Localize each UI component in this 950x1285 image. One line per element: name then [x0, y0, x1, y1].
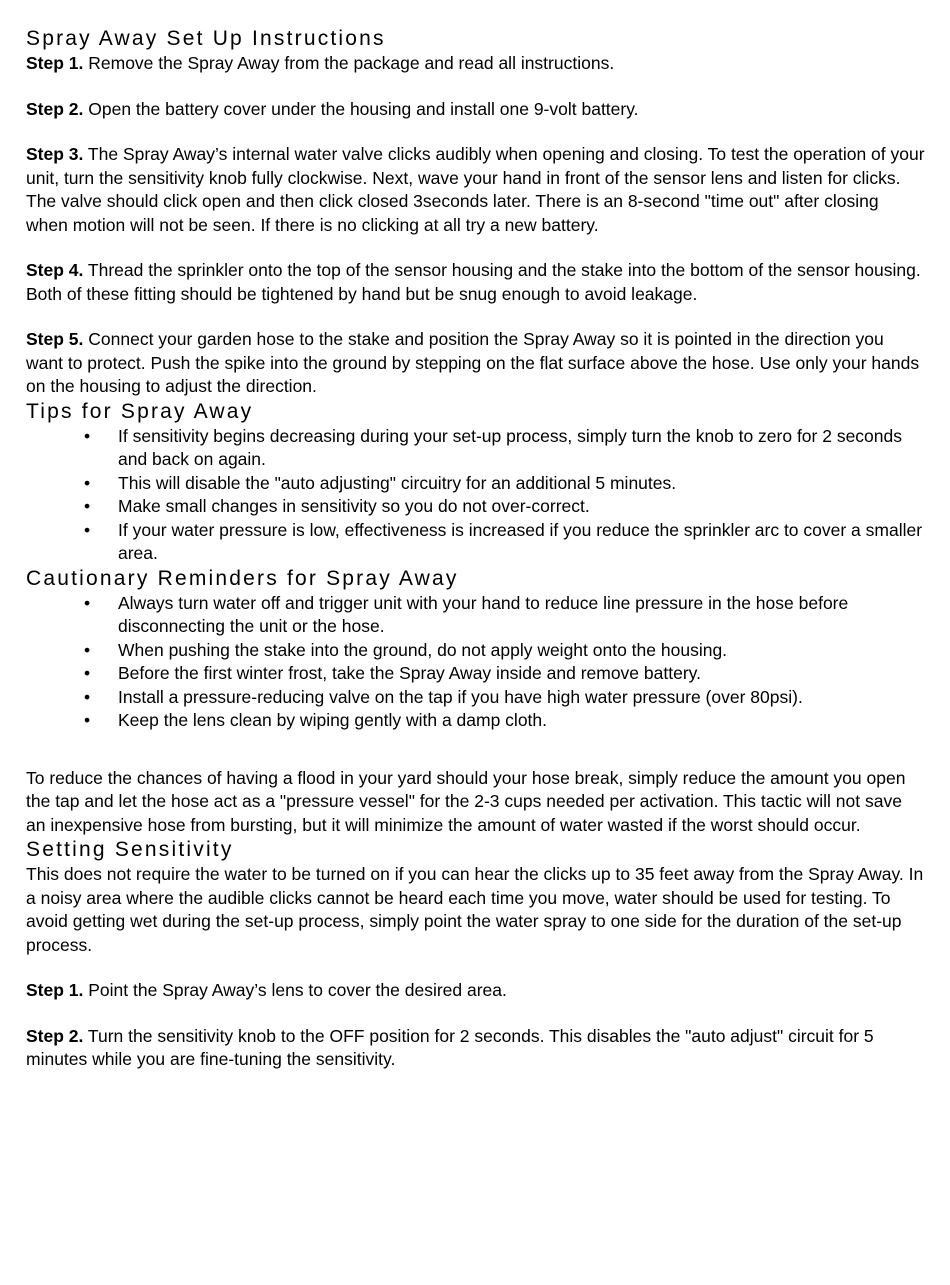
list-item-text: Make small changes in sensitivity so you do not over-correct.: [118, 496, 590, 516]
bullet-icon: •: [84, 663, 91, 683]
setup-step-2: [26, 98, 925, 122]
list-item-text: Keep the lens clean by wiping gently with a damp cloth.: [118, 710, 548, 730]
step-text: Remove the Spray Away from the package and read all instructions.: [83, 53, 615, 73]
tips-list: [26, 425, 925, 566]
tips-heading: Tips for Spray Away: [26, 399, 254, 423]
list-item-text: When pushing the stake into the ground, do not apply weight onto the housing.: [118, 639, 728, 660]
step-label: Step 2.: [26, 1025, 84, 1046]
list-item: [26, 709, 925, 733]
step-text: Turn the sensitivity knob to the OFF position for 2 seconds. This disables the "auto adjust" circuit for 5 minutes while you are fine-tuning the sensitivity.: [26, 1025, 879, 1069]
list-item: [26, 592, 925, 639]
sensitivity-step-1: [26, 979, 925, 1003]
list-item: [26, 495, 925, 519]
list-item-text: This will disable the "auto adjusting" circuitry for an additional 5 minutes.: [118, 472, 677, 493]
list-item: [26, 425, 925, 472]
list-item: [26, 519, 925, 566]
bullet-icon: •: [84, 519, 91, 540]
sensitivity-heading: Setting Sensitivity: [26, 838, 234, 861]
bullet-icon: •: [84, 686, 91, 707]
bullet-icon: •: [84, 639, 91, 660]
step-label: Step 5.: [26, 329, 84, 349]
spacer: [26, 733, 925, 767]
cautionary-heading: Cautionary Reminders for Spray Away: [26, 566, 459, 590]
step-label: Step 2.: [26, 98, 84, 119]
sensitivity-intro-paragraph: This does not require the water to be turned on if you can hear the clicks up to 35 feet away from the Spray Away. In a noisy area where the audible clicks cannot be heard each time you move, water should be used for testing. To avoid getting wet during the set-up process, simply point the water spray to one side for the duration of the set-up process.: [26, 864, 929, 955]
flood-reduction-paragraph: To reduce the chances of having a flood in your yard should your hose break, simply reduce the amount you open the tap and let the hose act as a "pressure vessel" for the 2-3 cups needed per activation. This tactic will not save an inexpensive hose from bursting, but it will minimize the amount of water wasted if the worst should occur.: [26, 767, 911, 835]
step-text: Thread the sprinkler onto the top of the sensor housing and the stake into the bottom of the sensor housing. Both of these fitting should be tightened by hand but be snug enough to avoid leakage.: [26, 260, 926, 304]
list-item: [26, 662, 925, 686]
sensitivity-step-2: [26, 1025, 925, 1072]
list-item-text: If your water pressure is low, effectiveness is increased if you reduce the sprinkler arc to cover a smaller area.: [118, 519, 927, 563]
bullet-icon: •: [84, 592, 91, 613]
list-item-text: Always turn water off and trigger unit with your hand to reduce line pressure in the hose before disconnecting the unit or the hose.: [118, 592, 854, 636]
bullet-icon: •: [84, 472, 91, 493]
list-item: [26, 472, 925, 496]
list-item: [26, 686, 925, 710]
list-item-text: If sensitivity begins decreasing during your set-up process, simply turn the knob to zero for 2 seconds and back on again.: [118, 425, 907, 469]
step-label: Step 3.: [26, 144, 84, 164]
list-item-text: Before the first winter frost, take the Spray Away inside and remove battery.: [118, 663, 701, 683]
step-text: Open the battery cover under the housing and install one 9-volt battery.: [83, 98, 639, 119]
step-text: The Spray Away’s internal water valve clicks audibly when opening and closing. To test the operation of your unit, turn the sensitivity knob fully clockwise. Next, wave your hand in front of the sensor lens and listen for clicks. The valve should click open and then click closed 3seconds later. There is an 8-second "time out" after closing when motion will not be seen. If there is no clicking at all try a new battery.: [26, 144, 930, 235]
bullet-icon: •: [84, 496, 91, 516]
setup-step-1: [26, 52, 925, 76]
page-title: Spray Away Set Up Instructions: [26, 27, 386, 50]
step-text: Connect your garden hose to the stake and position the Spray Away so it is pointed in the direction you want to protect. Push the spike into the ground by stepping on the flat surface above the hose. Use only your hands on the housing to adjust the direction.: [26, 329, 924, 396]
list-item: [26, 639, 925, 663]
setup-step-5: [26, 328, 925, 399]
bullet-icon: •: [84, 710, 91, 730]
step-label: Step 1.: [26, 53, 84, 73]
step-label: Step 4.: [26, 260, 84, 280]
list-item-text: Install a pressure-reducing valve on the tap if you have high water pressure (over 80psi).: [118, 686, 803, 707]
bullet-icon: •: [84, 425, 91, 446]
setup-step-3: [26, 143, 930, 237]
step-label: Step 1.: [26, 980, 84, 1000]
step-text: Point the Spray Away’s lens to cover the desired area.: [83, 980, 507, 1000]
cautionary-list: [26, 592, 925, 733]
spacer: [26, 957, 925, 979]
setup-step-4: [26, 259, 925, 306]
